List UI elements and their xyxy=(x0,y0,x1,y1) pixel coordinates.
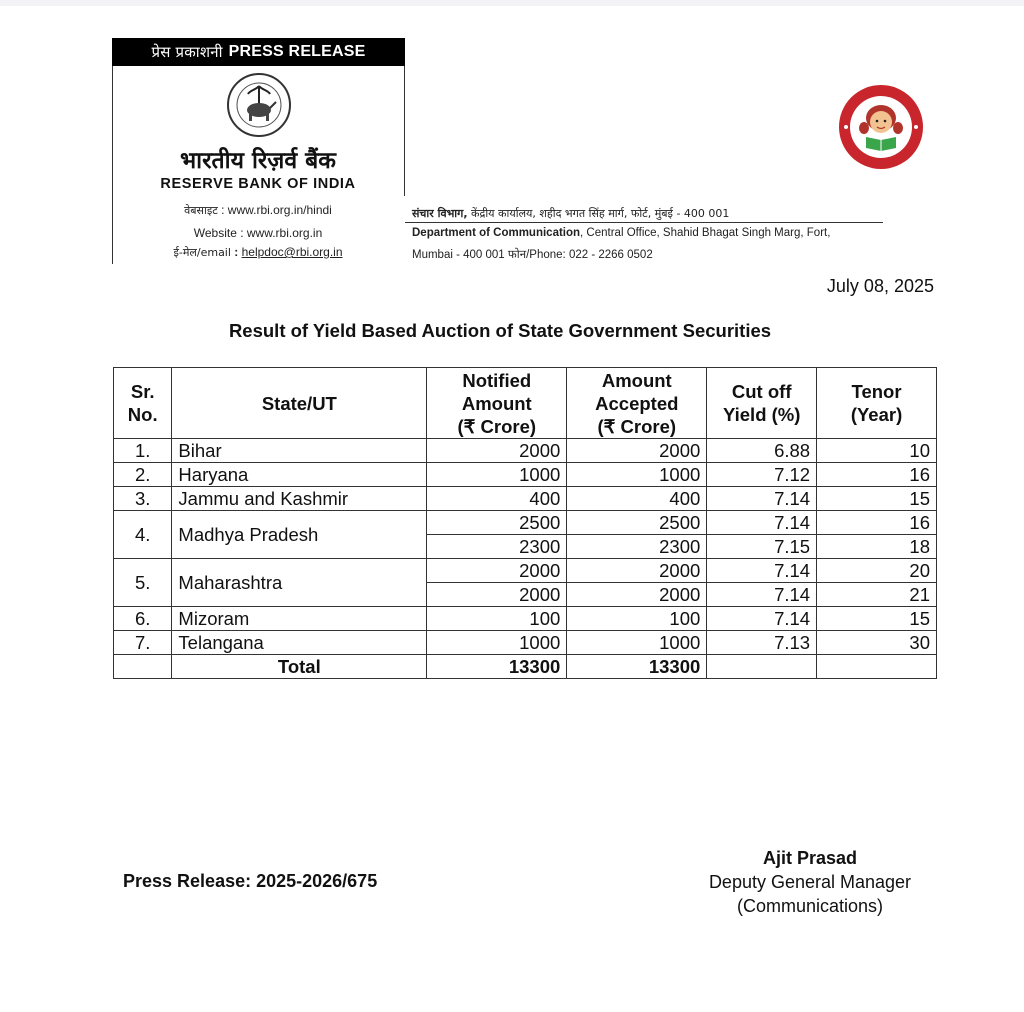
table-total-row xyxy=(114,655,937,679)
total-notified: 13300 xyxy=(427,655,567,679)
dept-address-hindi xyxy=(412,206,729,221)
table-row: 3. Jammu and Kashmir 400 400 7.14 15 xyxy=(114,487,937,511)
header-sr-no: Sr. No. xyxy=(114,368,172,439)
auction-results-table xyxy=(113,367,937,679)
rbi-seal-icon xyxy=(226,72,292,138)
header-amount-accepted: Amount Accepted (₹ Crore) xyxy=(567,368,707,439)
header-notified-amount: Notified Amount (₹ Crore) xyxy=(427,368,567,439)
dept-hindi-rest: केंद्रीय कार्यालय, शहीद भगत सिंह मार्ग, फोर्ट, मुंबई - 400 001 xyxy=(467,207,730,220)
signatory-name: Ajit Prasad xyxy=(762,848,858,868)
website-link[interactable]: www.rbi.org.in xyxy=(246,226,323,240)
header-tenor: Tenor (Year) xyxy=(817,368,937,439)
dept-hindi-bold: संचार विभाग, xyxy=(412,207,468,220)
table-row: 6. Mizoram 100 100 7.14 15 xyxy=(114,607,937,631)
table-row: 7. Telangana 1000 1000 7.13 30 xyxy=(114,631,937,655)
signature-block xyxy=(690,846,930,918)
dept-english-bold: Department of Communication xyxy=(412,227,581,239)
press-release-banner xyxy=(112,38,405,66)
table-row: 2. Haryana 1000 1000 7.12 16 xyxy=(114,463,937,487)
beti-bachao-beti-padhao-logo-icon xyxy=(836,82,926,172)
org-name-hindi: भारतीय रिज़र्व बैंक xyxy=(180,148,336,174)
release-date: July 08, 2025 xyxy=(826,276,934,296)
dept-address-english xyxy=(412,227,830,239)
banner-hindi: प्रेस प्रकाशनी xyxy=(151,43,223,61)
header-cutoff-yield: Cut off Yield (%) xyxy=(707,368,817,439)
website-line: Website : www.rbi.org.in xyxy=(193,226,323,240)
table-row: 4. Madhya Pradesh 2500 2500 7.14 16 xyxy=(114,511,937,535)
website-hindi-line: वेबसाइट : www.rbi.org.in/hindi xyxy=(184,203,332,217)
table-header-row xyxy=(114,368,937,439)
website-hindi-label: वेबसाइट xyxy=(184,204,218,217)
dept-english-rest: , Central Office, Shahid Bhagat Singh Marg, Fort, xyxy=(580,227,831,239)
page-top-edge xyxy=(0,0,1024,6)
total-accepted: 13300 xyxy=(567,655,707,679)
letterhead-divider xyxy=(404,66,405,196)
signatory-dept: (Communications) xyxy=(736,896,884,916)
table-row: 1. Bihar 2000 2000 6.88 10 xyxy=(114,439,937,463)
org-name-english: RESERVE BANK OF INDIA xyxy=(160,176,356,192)
document-title: Result of Yield Based Auction of State Government Securities xyxy=(228,320,772,341)
website-hindi-link[interactable]: www.rbi.org.in/hindi xyxy=(227,203,332,217)
total-label: Total xyxy=(172,655,427,679)
signatory-title: Deputy General Manager xyxy=(708,872,912,892)
dept-address-line2: Mumbai - 400 001 फोन/Phone: 022 - 2266 0502 xyxy=(412,249,653,261)
email-link[interactable]: helpdoc@rbi.org.in xyxy=(241,245,343,259)
email-line: ई-मेल/email : helpdoc@rbi.org.in xyxy=(173,245,343,259)
website-label: Website xyxy=(193,226,237,240)
email-label: ई-मेल/email xyxy=(173,246,231,259)
table-row: 2300 2300 7.15 18 xyxy=(114,535,937,559)
press-release-number: Press Release: 2025-2026/675 xyxy=(123,871,378,891)
table-row: 5. Maharashtra 2000 2000 7.14 20 xyxy=(114,559,937,583)
header-state: State/UT xyxy=(172,368,427,439)
dept-divider xyxy=(405,222,883,223)
banner-english: PRESS RELEASE xyxy=(228,43,366,60)
table-row: 2000 2000 7.14 21 xyxy=(114,583,937,607)
